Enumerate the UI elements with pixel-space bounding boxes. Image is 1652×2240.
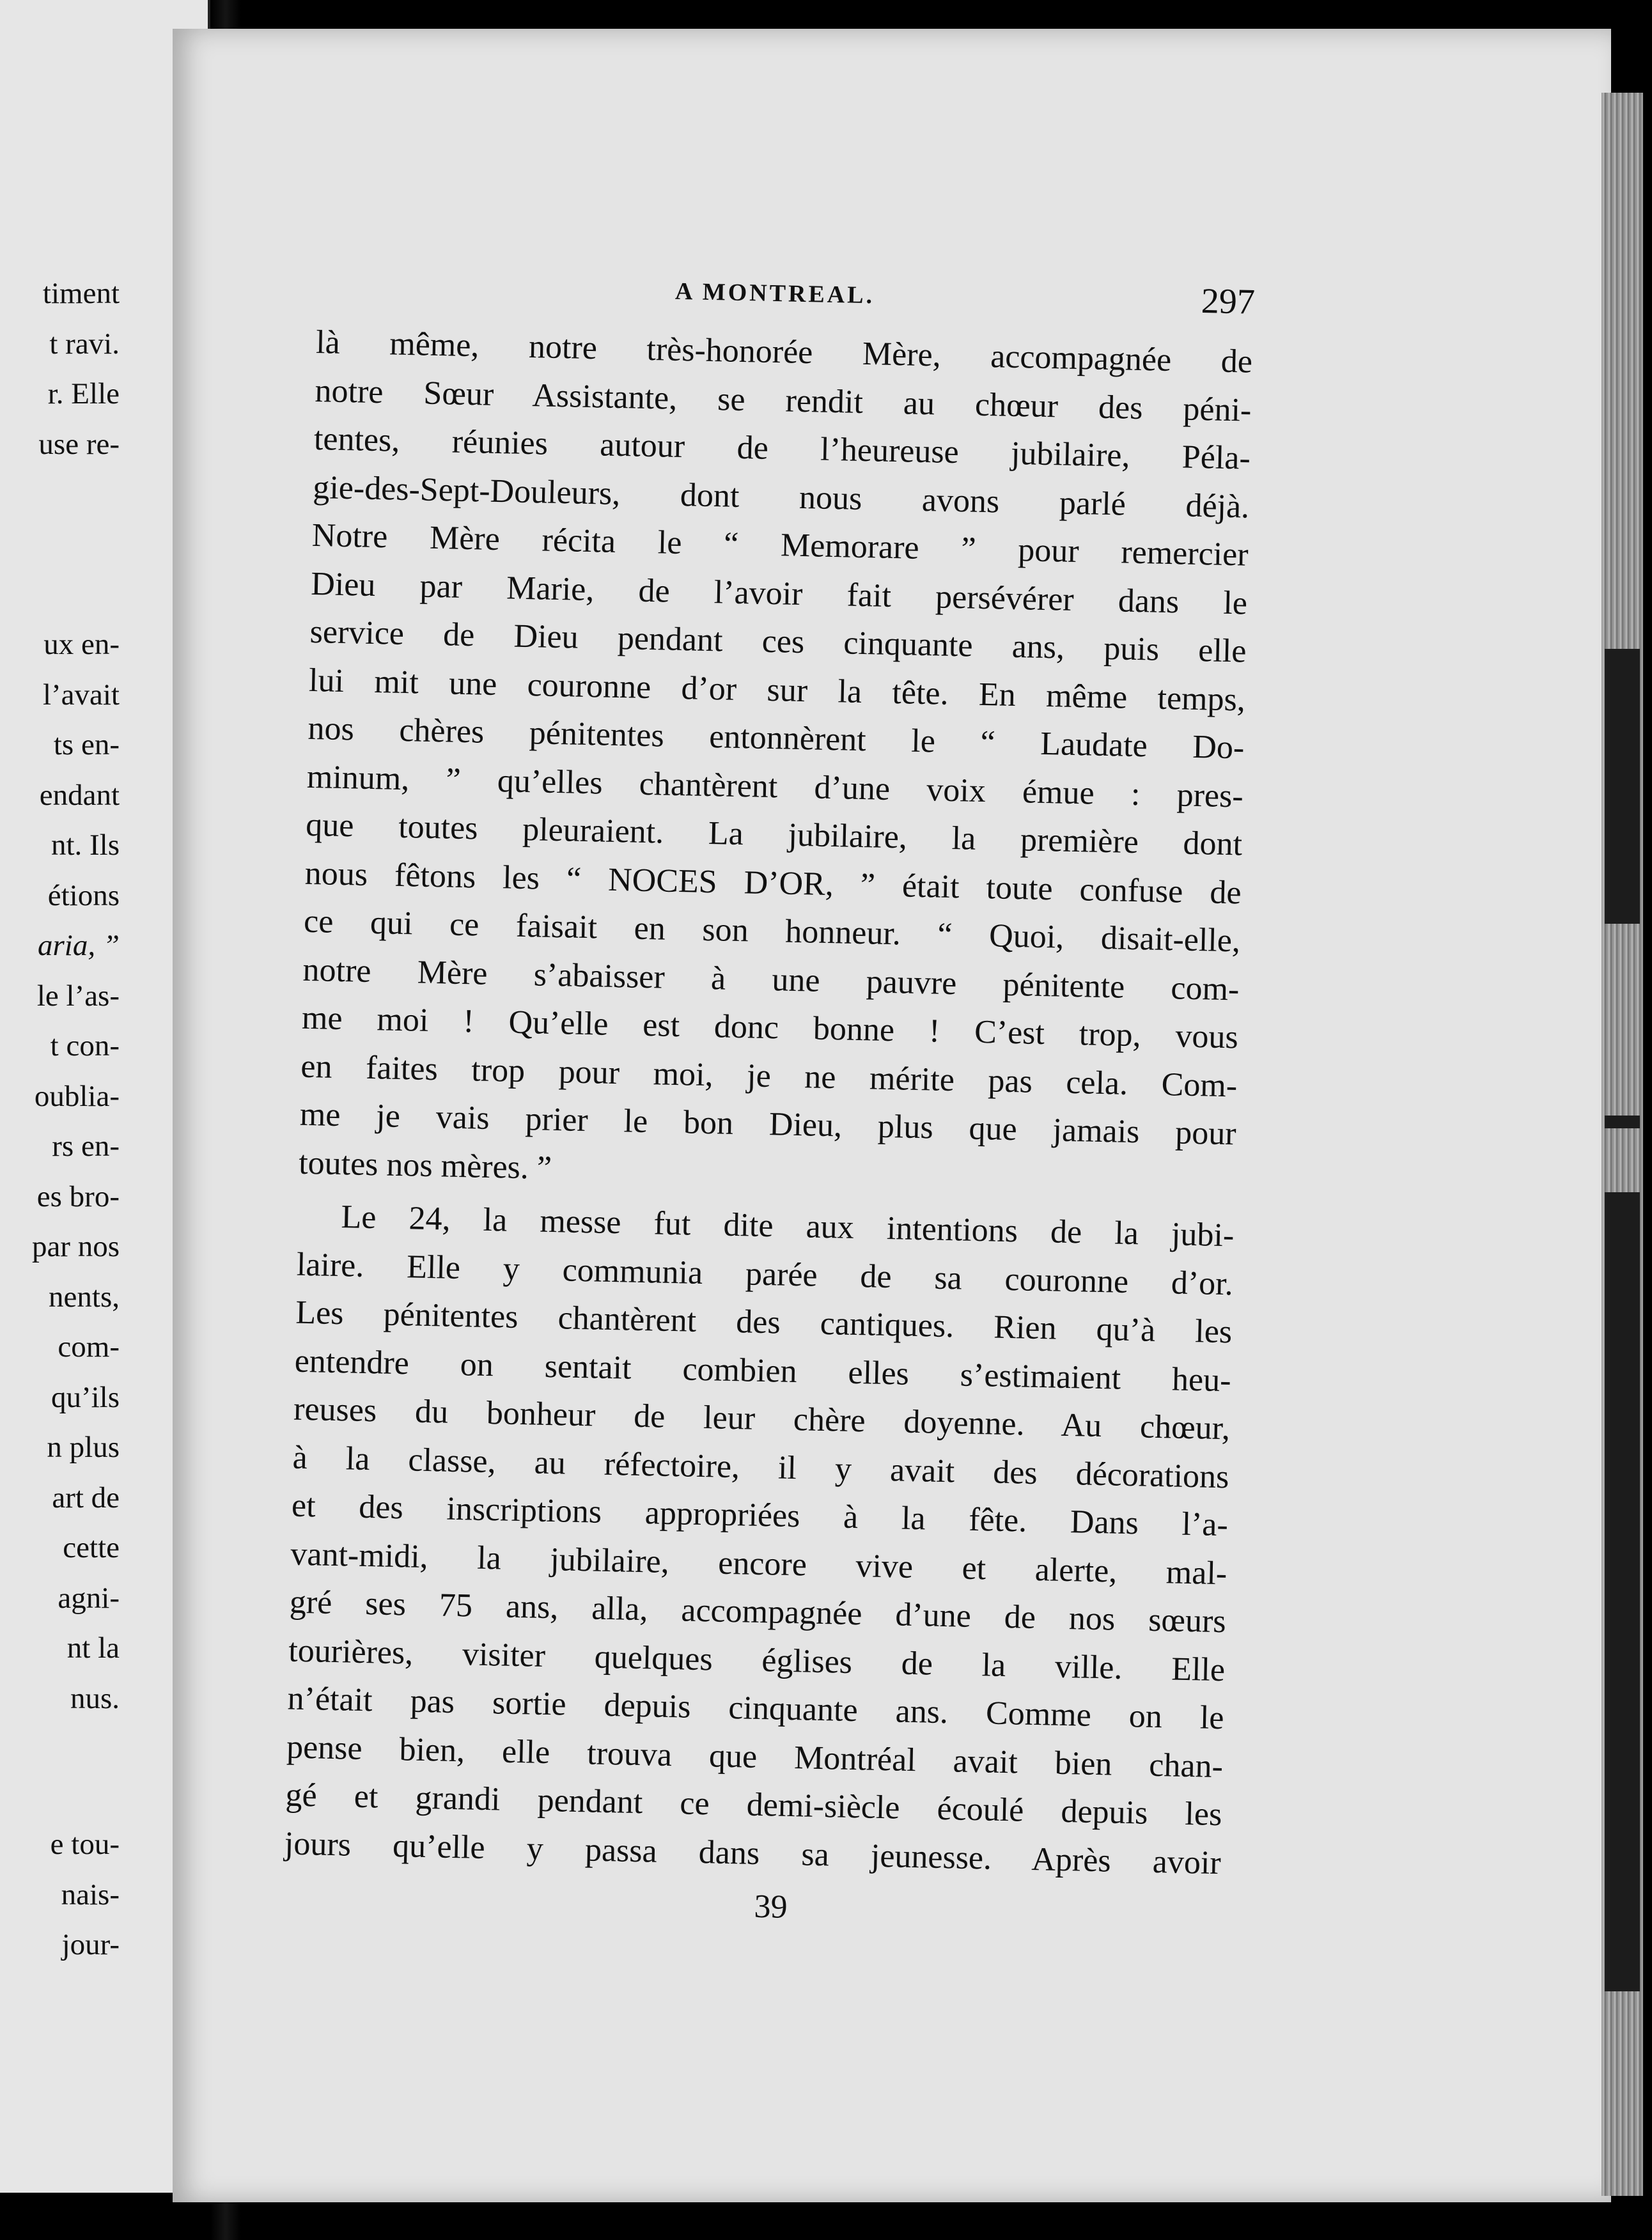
- text-line: à la classe, au réfectoire, il y avait des décorations: [292, 1439, 1229, 1495]
- text-line: ce qui ce faisait en son honneur. “ Quoi, disait-elle,: [303, 903, 1241, 960]
- left-line: com-: [58, 1330, 120, 1364]
- left-line: t con-: [50, 1029, 120, 1062]
- text-line: Notre Mère récita le “ Memorare ” pour remercier: [311, 517, 1249, 573]
- text-line: reuses du bonheur de leur chère doyenne. Au chœur,: [293, 1390, 1231, 1447]
- left-line: es bro-: [36, 1179, 120, 1213]
- text-line: Le 24, la messe fut dite aux intentions de la jubi-: [340, 1199, 1235, 1254]
- text-line: entendre on sentait combien elles s’estimaient heu-: [294, 1342, 1232, 1399]
- text-line: lui mit une couronne d’or sur la tête. En même temps,: [308, 662, 1246, 719]
- text-line: minum, ” qu’elles chantèrent d’une voix émue : pres-: [306, 758, 1244, 815]
- running-head: A MONTREAL.: [674, 277, 875, 309]
- left-line: timent: [42, 277, 120, 310]
- text-line: service de Dieu pendant ces cinquante ans, puis elle: [309, 613, 1247, 670]
- text-line: notre Mère s’abaisser à une pauvre pénitente com-: [302, 951, 1240, 1007]
- page-tab: [1605, 1192, 1640, 1991]
- text-line: notre Sœur Assistante, se rendit au chœur des péni-: [315, 372, 1252, 429]
- text-line: et des inscriptions appropriées à la fête. Dans l’a-: [291, 1487, 1229, 1544]
- left-line: par nos: [31, 1230, 120, 1263]
- paragraph-2: [284, 1192, 1235, 1887]
- text-line: n’était pas sortie depuis cinquante ans. Comme on le: [287, 1680, 1225, 1737]
- left-line: agni-: [58, 1581, 120, 1615]
- left-line: nents,: [49, 1280, 120, 1314]
- text-line: toutes nos mères. ”: [298, 1144, 552, 1186]
- text-line: nous fêtons les “ NOCES D’OR, ” était toute confuse de: [304, 855, 1242, 911]
- text-line: Dieu par Marie, de l’avoir fait persévérer dans le: [310, 565, 1248, 622]
- paragraph-1: [299, 318, 1253, 1206]
- left-gap: [0, 469, 120, 619]
- left-line: t ravi.: [49, 327, 120, 361]
- left-line: nais-: [61, 1878, 120, 1911]
- page-tab: [1605, 1116, 1640, 1128]
- left-line: rs en-: [52, 1130, 120, 1163]
- text-line: tentes, réunies autour de l’heureuse jubilaire, Péla-: [313, 420, 1251, 477]
- left-line: endant: [39, 778, 120, 812]
- left-line: oublia-: [34, 1079, 120, 1113]
- page-number: 297: [1201, 281, 1256, 322]
- text-line: laire. Elle y communia parée de sa couronne d’or.: [296, 1246, 1234, 1302]
- text-line: gé et grandi pendant ce demi-siècle écoulé depuis les: [285, 1777, 1222, 1833]
- text-line: Les pénitentes chantèrent des cantiques. Rien qu’à les: [295, 1294, 1233, 1351]
- left-page-text: [0, 268, 120, 1970]
- left-line: art de: [52, 1481, 120, 1514]
- left-line: le l’as-: [36, 979, 120, 1013]
- left-line: aria, ”: [38, 929, 120, 962]
- left-line: étions: [47, 878, 120, 912]
- text-line: tourières, visiter quelques églises de la ville. Elle: [288, 1632, 1226, 1688]
- text-line: nos chères pénitentes entonnèrent le “ Laudate Do-: [307, 710, 1245, 766]
- left-line: l’avait: [42, 678, 120, 712]
- text-line: me je vais prier le bon Dieu, plus que jamais pour: [299, 1096, 1237, 1153]
- left-line: nt la: [66, 1631, 120, 1665]
- text-line: que toutes pleuraient. La jubilaire, la première dont: [305, 806, 1243, 863]
- text-line: vant-midi, la jubilaire, encore vive et alerte, mal-: [290, 1536, 1227, 1592]
- text-line: gie-des-Sept-Douleurs, dont nous avons parlé déjà.: [312, 469, 1250, 525]
- left-line: ux en-: [43, 628, 120, 661]
- left-line: n plus: [47, 1431, 120, 1464]
- text-line: me moi ! Qu’elle est donc bonne ! C’est trop, vous: [301, 999, 1239, 1056]
- left-line: nus.: [70, 1681, 120, 1715]
- text-line: jours qu’elle y passa dans sa jeunesse. Après avoir: [284, 1824, 1222, 1881]
- left-line: jour-: [61, 1928, 120, 1961]
- left-line: ts en-: [53, 728, 120, 761]
- left-line: use re-: [38, 427, 120, 461]
- left-line: e tou-: [50, 1828, 120, 1861]
- left-line: r. Elle: [47, 377, 120, 410]
- text-line: gré ses 75 ans, alla, accompagnée d’une de nos sœurs: [289, 1583, 1227, 1640]
- left-line: cette: [63, 1531, 120, 1564]
- page-edges: [1601, 93, 1643, 2196]
- text-line: en faites trop pour moi, je ne mérite pas cela. Com-: [300, 1048, 1238, 1104]
- left-line: nt. Ils: [51, 828, 120, 862]
- left-gap: [0, 1723, 120, 1819]
- text-line: là même, notre très-honorée Mère, accompagnée de: [315, 323, 1253, 380]
- left-line: qu’ils: [51, 1380, 120, 1414]
- signature-mark: 39: [754, 1888, 788, 1925]
- text-line: pense bien, elle trouva que Montréal avait bien chan-: [286, 1729, 1224, 1785]
- page-text-block: [283, 277, 1256, 1942]
- page-tab: [1605, 649, 1640, 924]
